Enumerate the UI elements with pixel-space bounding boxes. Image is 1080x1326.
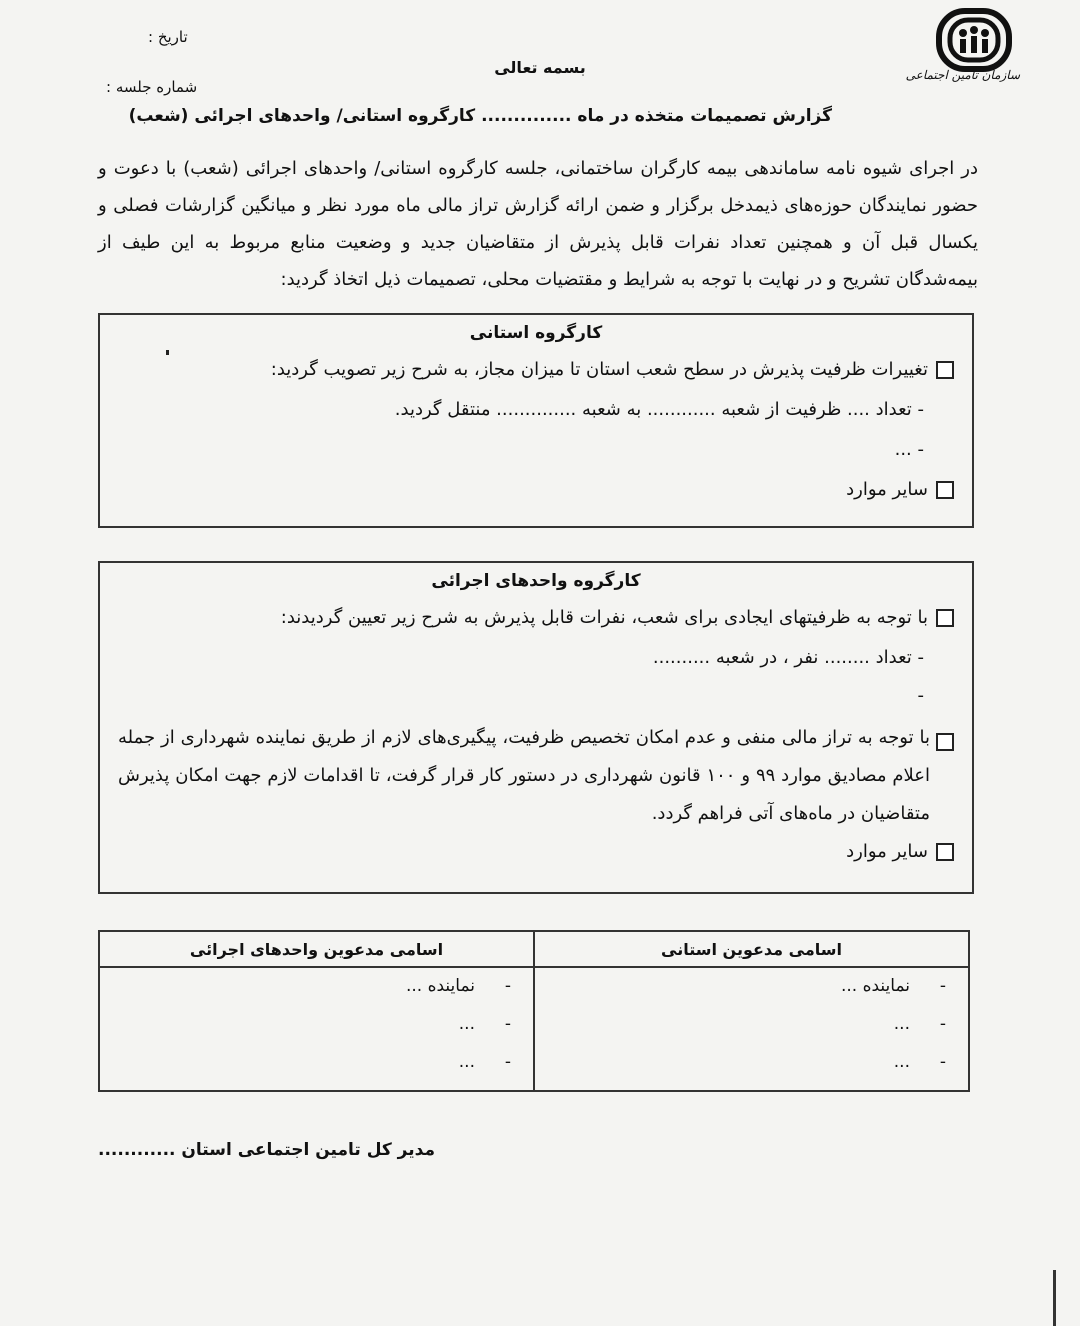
date-label: تاریخ : <box>148 28 188 46</box>
negative-balance-paragraph: با توجه به تراز مالی منفی و عدم امکان تخصیص ظرفیت، پیگیری‌های لازم از طریق نماینده شهرداری از جمله اعلام مصادیق موارد ۹۹ و ۱۰۰ قانون شهرداری در دستور کار قرار گرفت، تا اقدامات لازم جهت امکان پذیرش متقاضیان در ماه‌های آتی فراهم گردد. <box>118 727 930 824</box>
list-item: -نماینده ... <box>405 976 511 996</box>
executive-other-checkbox[interactable] <box>936 843 954 861</box>
logo-caption: سازمان تامین اجتماعی <box>905 68 1020 82</box>
provincial-other-label: سایر موارد <box>846 479 928 500</box>
session-number-label: شماره جلسه : <box>106 78 198 96</box>
list-item: -... <box>458 1052 511 1072</box>
executive-invitees-cell <box>99 967 534 1091</box>
executive-group-title: کارگروه واحدهای اجرائی <box>431 571 641 591</box>
provincial-extra-line: - ... <box>894 439 924 460</box>
negative-balance-checkbox[interactable] <box>936 733 954 751</box>
capacity-change-checkbox[interactable] <box>936 361 954 379</box>
invitees-table <box>98 930 970 1092</box>
intro-paragraph: در اجرای شیوه نامه ساماندهی بیمه کارگران ساختمانی، جلسه کارگروه استانی/ واحدهای اجرائی (شعب) با دعوت و حضور نمایندگان حوزه‌های ذیمدخل برگزار و ضمن ارائه گزارش تراز مالی ماه مورد نظر و میانگین گزارشات فصلی و یکسال قبل آن و همچنین تعداد نفرات قابل پذیرش از متقاضیان جدید و وضعیت منابع مربوط به این طیف از بیمه‌شدگان تشریح و در نهایت با توجه به شرایط و مقتضیات محلی، تصمیمات ذیل اتخاذ گردید: <box>98 158 978 290</box>
provincial-transfer-line: - تعداد .... ظرفیت از شعبه ............ به شعبه .............. منتقل گردید. <box>394 399 924 420</box>
provincial-group-title: کارگروه استانی <box>469 323 603 343</box>
list-item: -نماینده ... <box>840 976 946 996</box>
provincial-group-box <box>98 313 974 528</box>
executive-group-box <box>98 561 974 894</box>
director-signature-line: مدیر کل تامین اجتماعی استان ............ <box>98 1140 435 1160</box>
provincial-invitees-cell <box>534 967 969 1091</box>
executive-other-item <box>846 841 954 862</box>
admission-label: با توجه به ظرفیتهای ایجادی برای شعب، نفرات قابل پذیرش به شرح زیر تعیین گردیدند: <box>280 607 928 628</box>
bismillah-heading: بسمه تعالی <box>494 58 586 77</box>
provincial-invitees-header: اسامی مدعوین استانی <box>534 931 969 967</box>
provincial-other-item <box>846 479 954 500</box>
list-item: -... <box>893 1014 946 1034</box>
provincial-other-checkbox[interactable] <box>936 481 954 499</box>
provincial-capacity-item <box>271 359 954 380</box>
list-item: -... <box>458 1014 511 1034</box>
report-title: گزارش تصمیمات متخذه در ماه .............. کارگروه استانی/ واحدهای اجرائی (شعب) <box>128 106 832 126</box>
admission-checkbox[interactable] <box>936 609 954 627</box>
executive-count-line: - تعداد ........ نفر ، در شعبه .......... <box>652 647 924 668</box>
executive-other-label: سایر موارد <box>846 841 928 862</box>
scan-edge <box>1053 1270 1056 1326</box>
executive-invitees-header: اسامی مدعوین واحدهای اجرائی <box>99 931 534 967</box>
list-item: -... <box>893 1052 946 1072</box>
executive-extra-line: - <box>917 685 924 706</box>
capacity-change-label: تغییرات ظرفیت پذیرش در سطح شعب استان تا میزان مجاز، به شرح زیر تصویب گردید: <box>270 359 928 380</box>
executive-capacity-item <box>281 607 954 628</box>
